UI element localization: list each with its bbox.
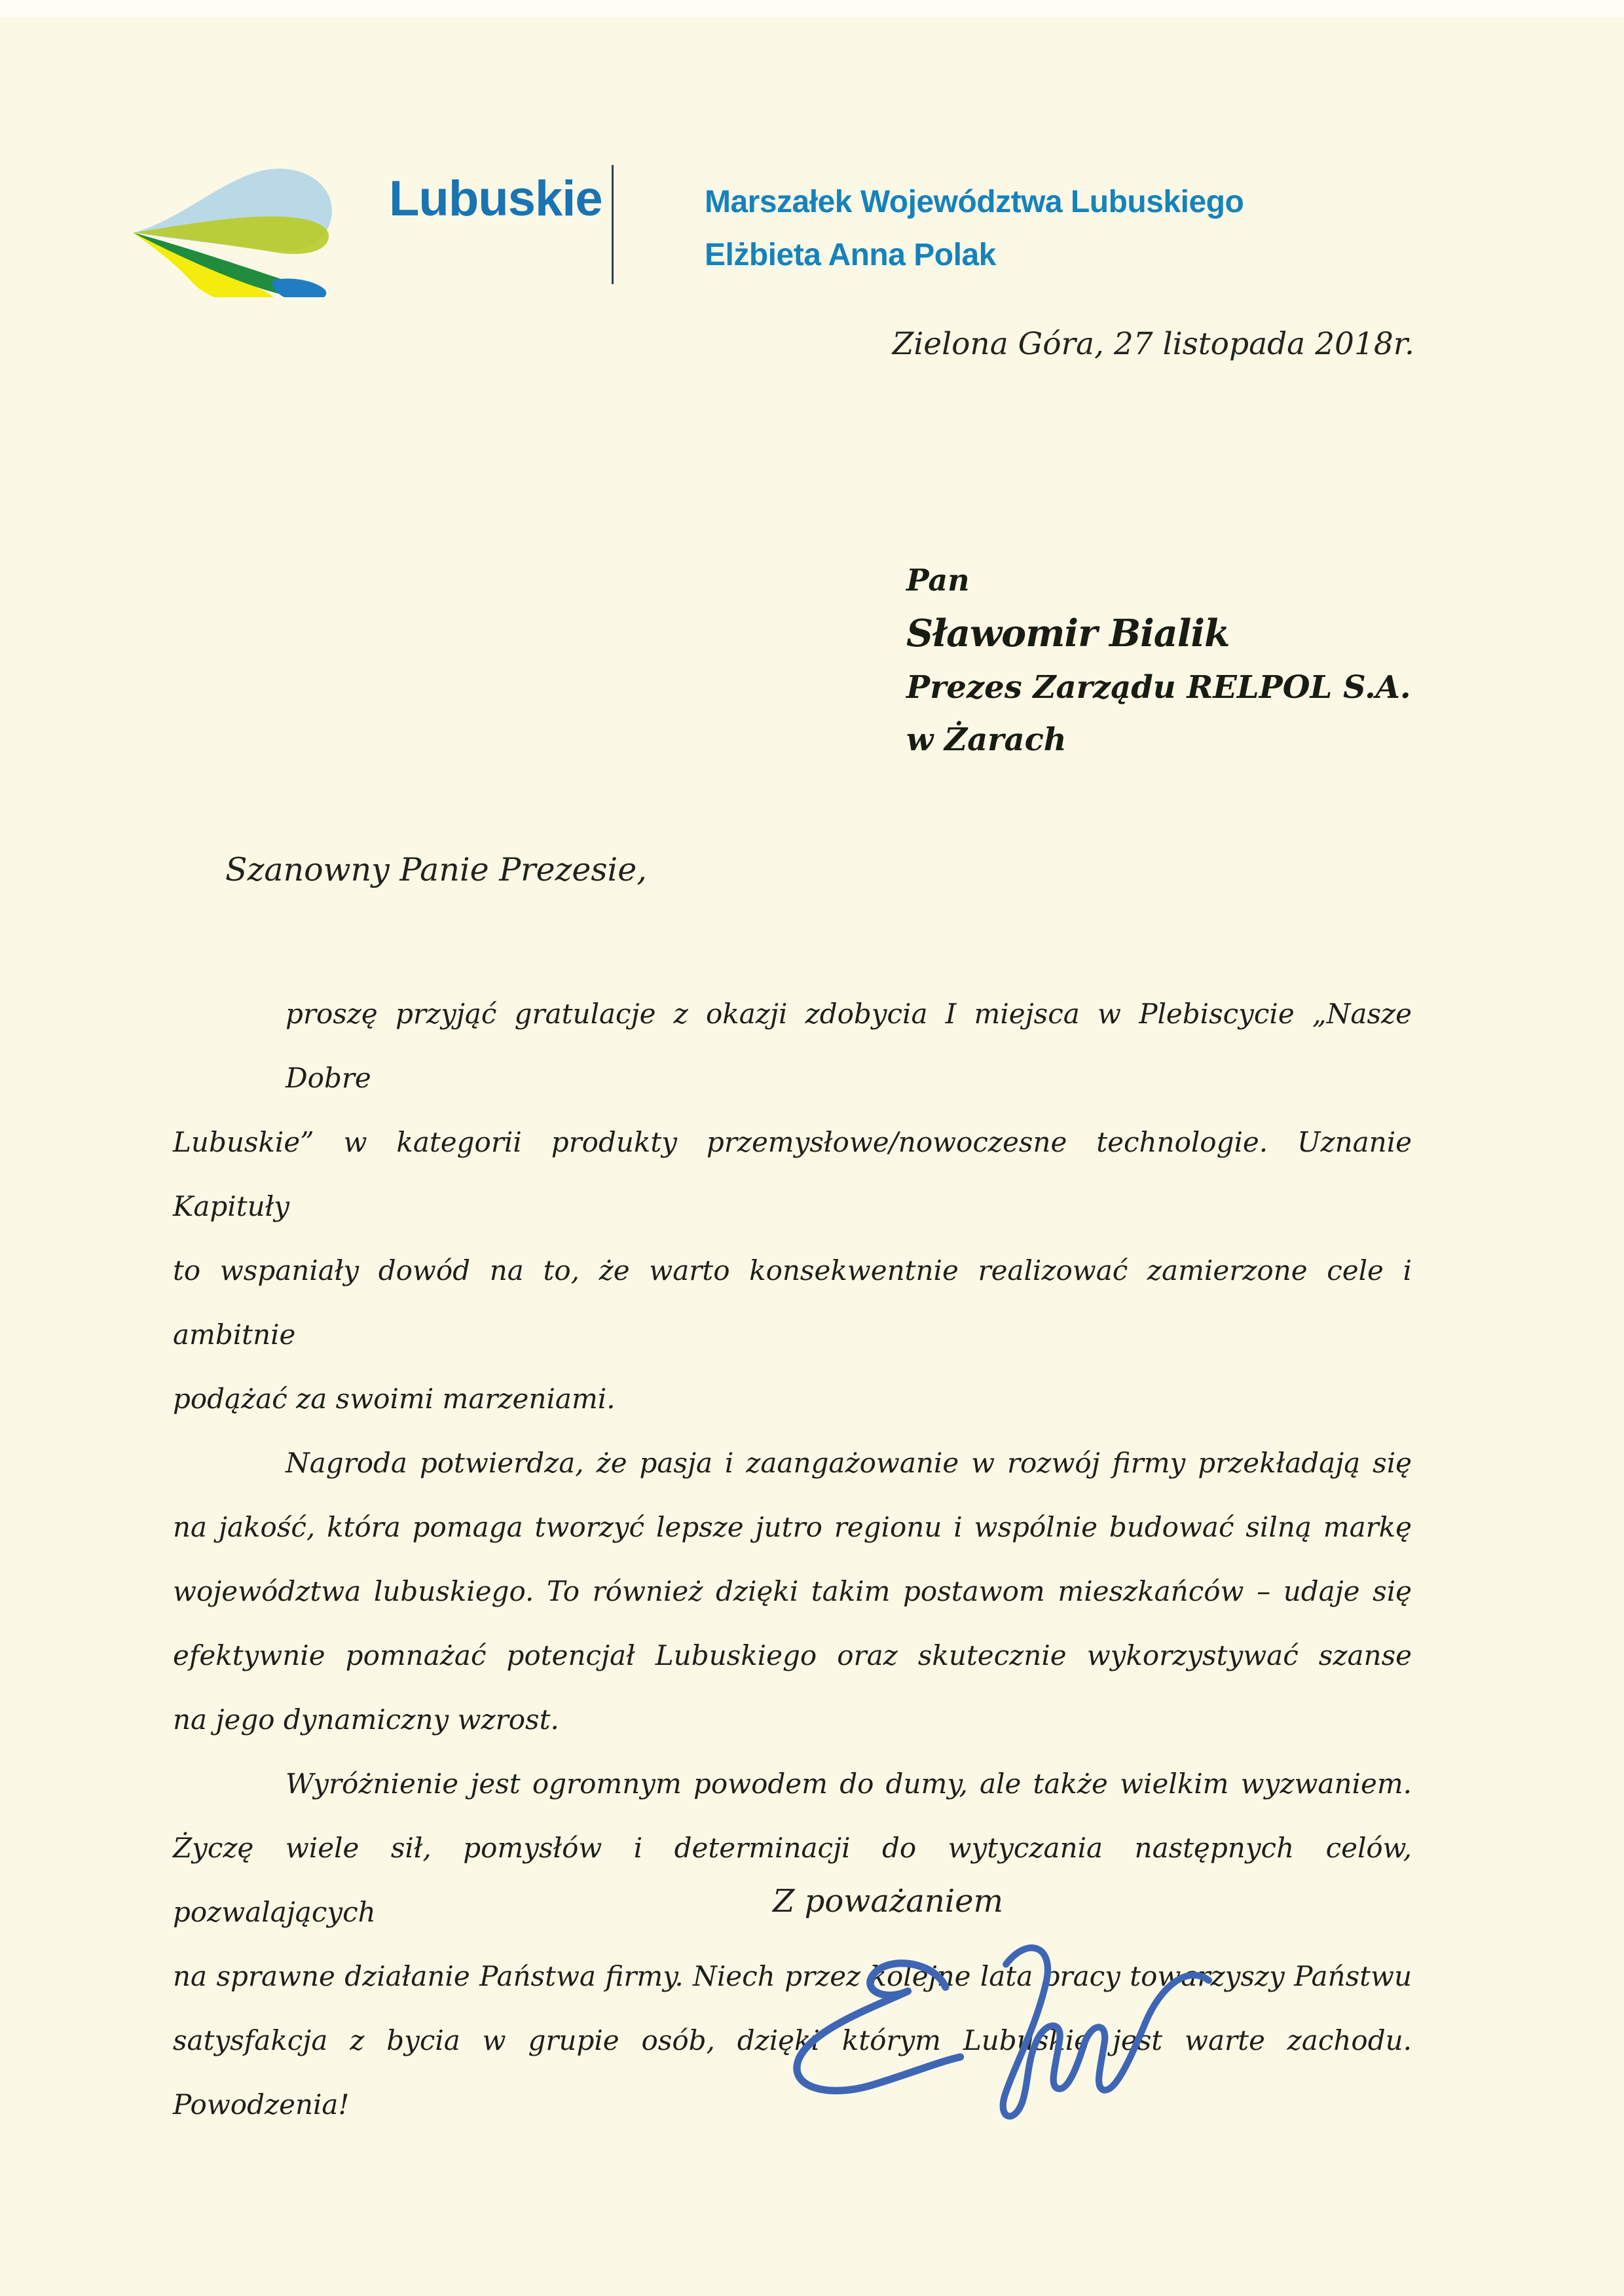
- paragraph: [173, 982, 1412, 1431]
- body-line: na jego dynamiczny wzrost.: [173, 1704, 559, 1736]
- header-title-person: Elżbieta Anna Polak: [705, 238, 996, 272]
- body-line: satysfakcja z bycia w grupie osób, dzięki którym Lubuskie jest warte zachodu. Powodzenia!: [173, 2024, 1412, 2121]
- header-title-office: Marszałek Województwa Lubuskiego: [705, 185, 1244, 219]
- scan-edge-strip: [0, 0, 1624, 17]
- recipient-honorific: Pan: [906, 562, 970, 598]
- recipient-role: Prezes Zarządu RELPOL S.A.: [906, 669, 1411, 706]
- recipient-name: Sławomir Bialik: [906, 611, 1230, 655]
- paragraph: [173, 1431, 1412, 1752]
- body-line: Nagroda potwierdza, że pasja i zaangażowanie w rozwój firmy przekładają się: [286, 1447, 1412, 1479]
- body-line: na jakość, która pomaga tworzyć lepsze jutro regionu i wspólnie budować silną markę: [173, 1511, 1412, 1543]
- recipient-city: w Żarach: [906, 721, 1067, 758]
- brand-wordmark: Lubuskie: [389, 171, 602, 227]
- body-line: na sprawne działanie Państwa firmy. Niech przez kolejne lata pracy towarzyszy Państwu: [173, 1960, 1412, 1992]
- body-line: województwa lubuskiego. To również dzięki takim postawom mieszkańców – udaje się: [173, 1575, 1412, 1607]
- header-title: [705, 175, 1244, 282]
- recipient-block: [906, 554, 1411, 766]
- salutation: Szanowny Panie Prezesie,: [225, 851, 647, 888]
- body-line: Wyróżnienie jest ogromnym powodem do dumy, ale także wielkim wyzwaniem.: [286, 1768, 1412, 1800]
- body-line: Lubuskie” w kategorii produkty przemysłowe/nowoczesne technologie. Uznanie Kapituły: [173, 1126, 1412, 1222]
- body-line: efektywnie pomnażać potencjał Lubuskiego oraz skutecznie wykorzystywać szanse: [173, 1639, 1412, 1671]
- body-line: to wspaniały dowód na to, że warto konsekwentnie realizować zamierzone cele i ambitnie: [173, 1254, 1412, 1351]
- body-line: proszę przyjąć gratulacje z okazji zdobycia I miejsca w Plebiscycie „Nasze Dobre: [286, 998, 1412, 1094]
- dateline: Zielona Góra, 27 listopada 2018r.: [892, 326, 1414, 362]
- body-line: podążać za swoimi marzeniami.: [173, 1383, 616, 1415]
- valediction: Z poważaniem: [773, 1883, 1004, 1920]
- lubuskie-logo-icon: [126, 152, 346, 297]
- body-line: Życzę wiele sił, pomysłów i determinacji do wytyczania następnych celów, pozwalających: [173, 1832, 1412, 1928]
- handwritten-signature-icon: [739, 1922, 1263, 2145]
- header-divider: [612, 165, 614, 284]
